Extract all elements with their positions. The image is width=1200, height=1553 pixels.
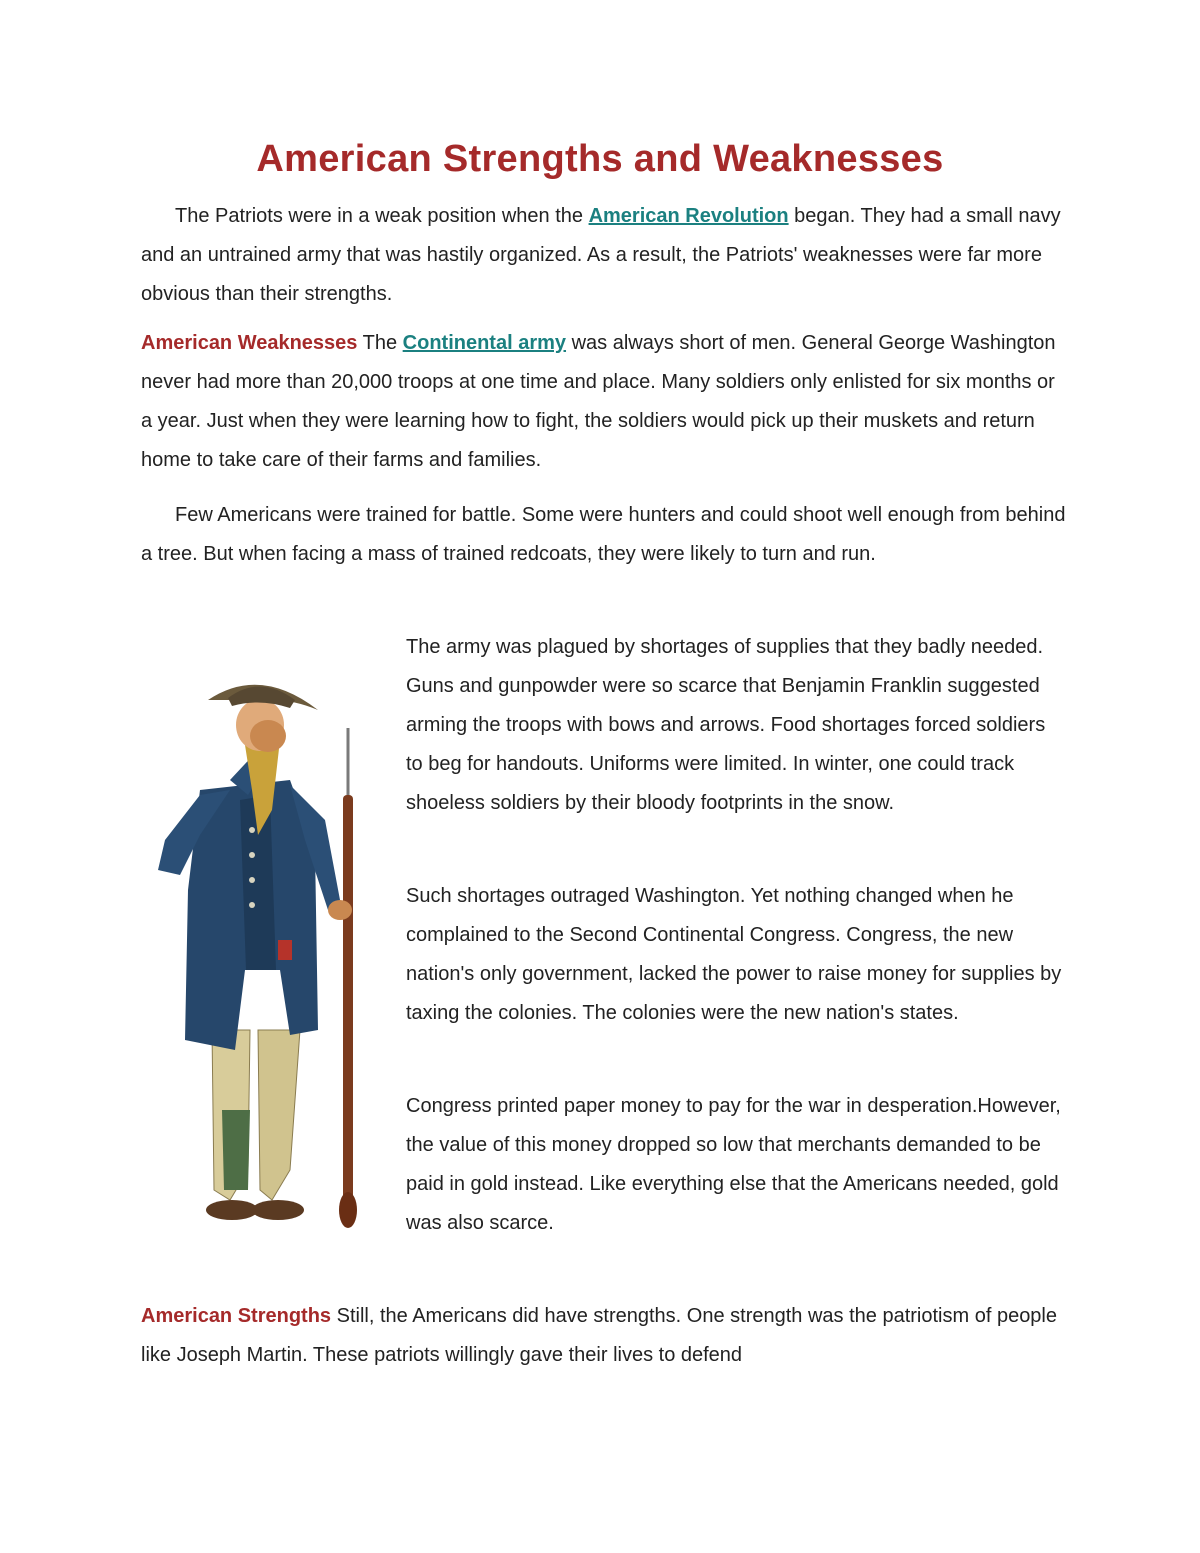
weaknesses-text-after: was always short of men. General George Washington never had more than 20,000 troops at one time and place. Many soldiers only enlisted for six months or a year. Just when they were learning how to fight, the soldiers would pick up their muskets and return home to take care of their farms and families. xyxy=(141,332,1056,471)
money-paragraph: Congress printed paper money to pay for the war in desperation.However, the value of this money dropped so low that merchants demanded to be paid in gold instead. Like everything else that the Americans needed, gold was also scarce. xyxy=(406,1095,1061,1234)
intro-text-after: began. They had a small navy and an untrained army that was hastily organized. As a result, the Patriots' weaknesses were far more obvious than their strengths. xyxy=(141,205,1061,305)
intro-text-before: The Patriots were in a weak position when the xyxy=(175,205,589,227)
american-revolution-link[interactable]: American Revolution xyxy=(588,205,789,227)
weaknesses-paragraph xyxy=(141,324,1066,480)
continental-army-link[interactable]: Continental army xyxy=(402,332,567,354)
supplies-paragraph: The army was plagued by shortages of supplies that they badly needed. Guns and gunpowder were so scarce that Benjamin Franklin suggested arming the troops with bows and arrows. Food shortages forced soldiers to beg for handouts. Uniforms were limited. In winter, one could track shoeless soldiers by their bloody footprints in the snow. xyxy=(406,636,1046,814)
outrage-paragraph: Such shortages outraged Washington. Yet nothing changed when he complained to the Second Continental Congress. Congress, the new nation's only government, lacked the power to raise money for supplies by taxing the colonies. The colonies were the new nation's states. xyxy=(406,885,1062,1024)
strengths-paragraph xyxy=(141,1297,1066,1375)
weaknesses-heading: American Weaknesses xyxy=(141,332,358,354)
strengths-text: Still, the Americans did have strengths. One strength was the patriotism of people like Joseph Martin. These patriots willingly gave their lives to defend xyxy=(141,1305,1057,1366)
weaknesses-text-before: The xyxy=(357,332,403,354)
intro-paragraph xyxy=(141,197,1066,314)
page-title: American Strengths and Weaknesses xyxy=(256,138,944,180)
continental-soldier-illustration xyxy=(140,670,380,1260)
few-trained-paragraph: Few Americans were trained for battle. Some were hunters and could shoot well enough from behind a tree. But when facing a mass of trained redcoats, they were likely to turn and run. xyxy=(141,504,1066,565)
strengths-heading: American Strengths xyxy=(141,1305,332,1327)
